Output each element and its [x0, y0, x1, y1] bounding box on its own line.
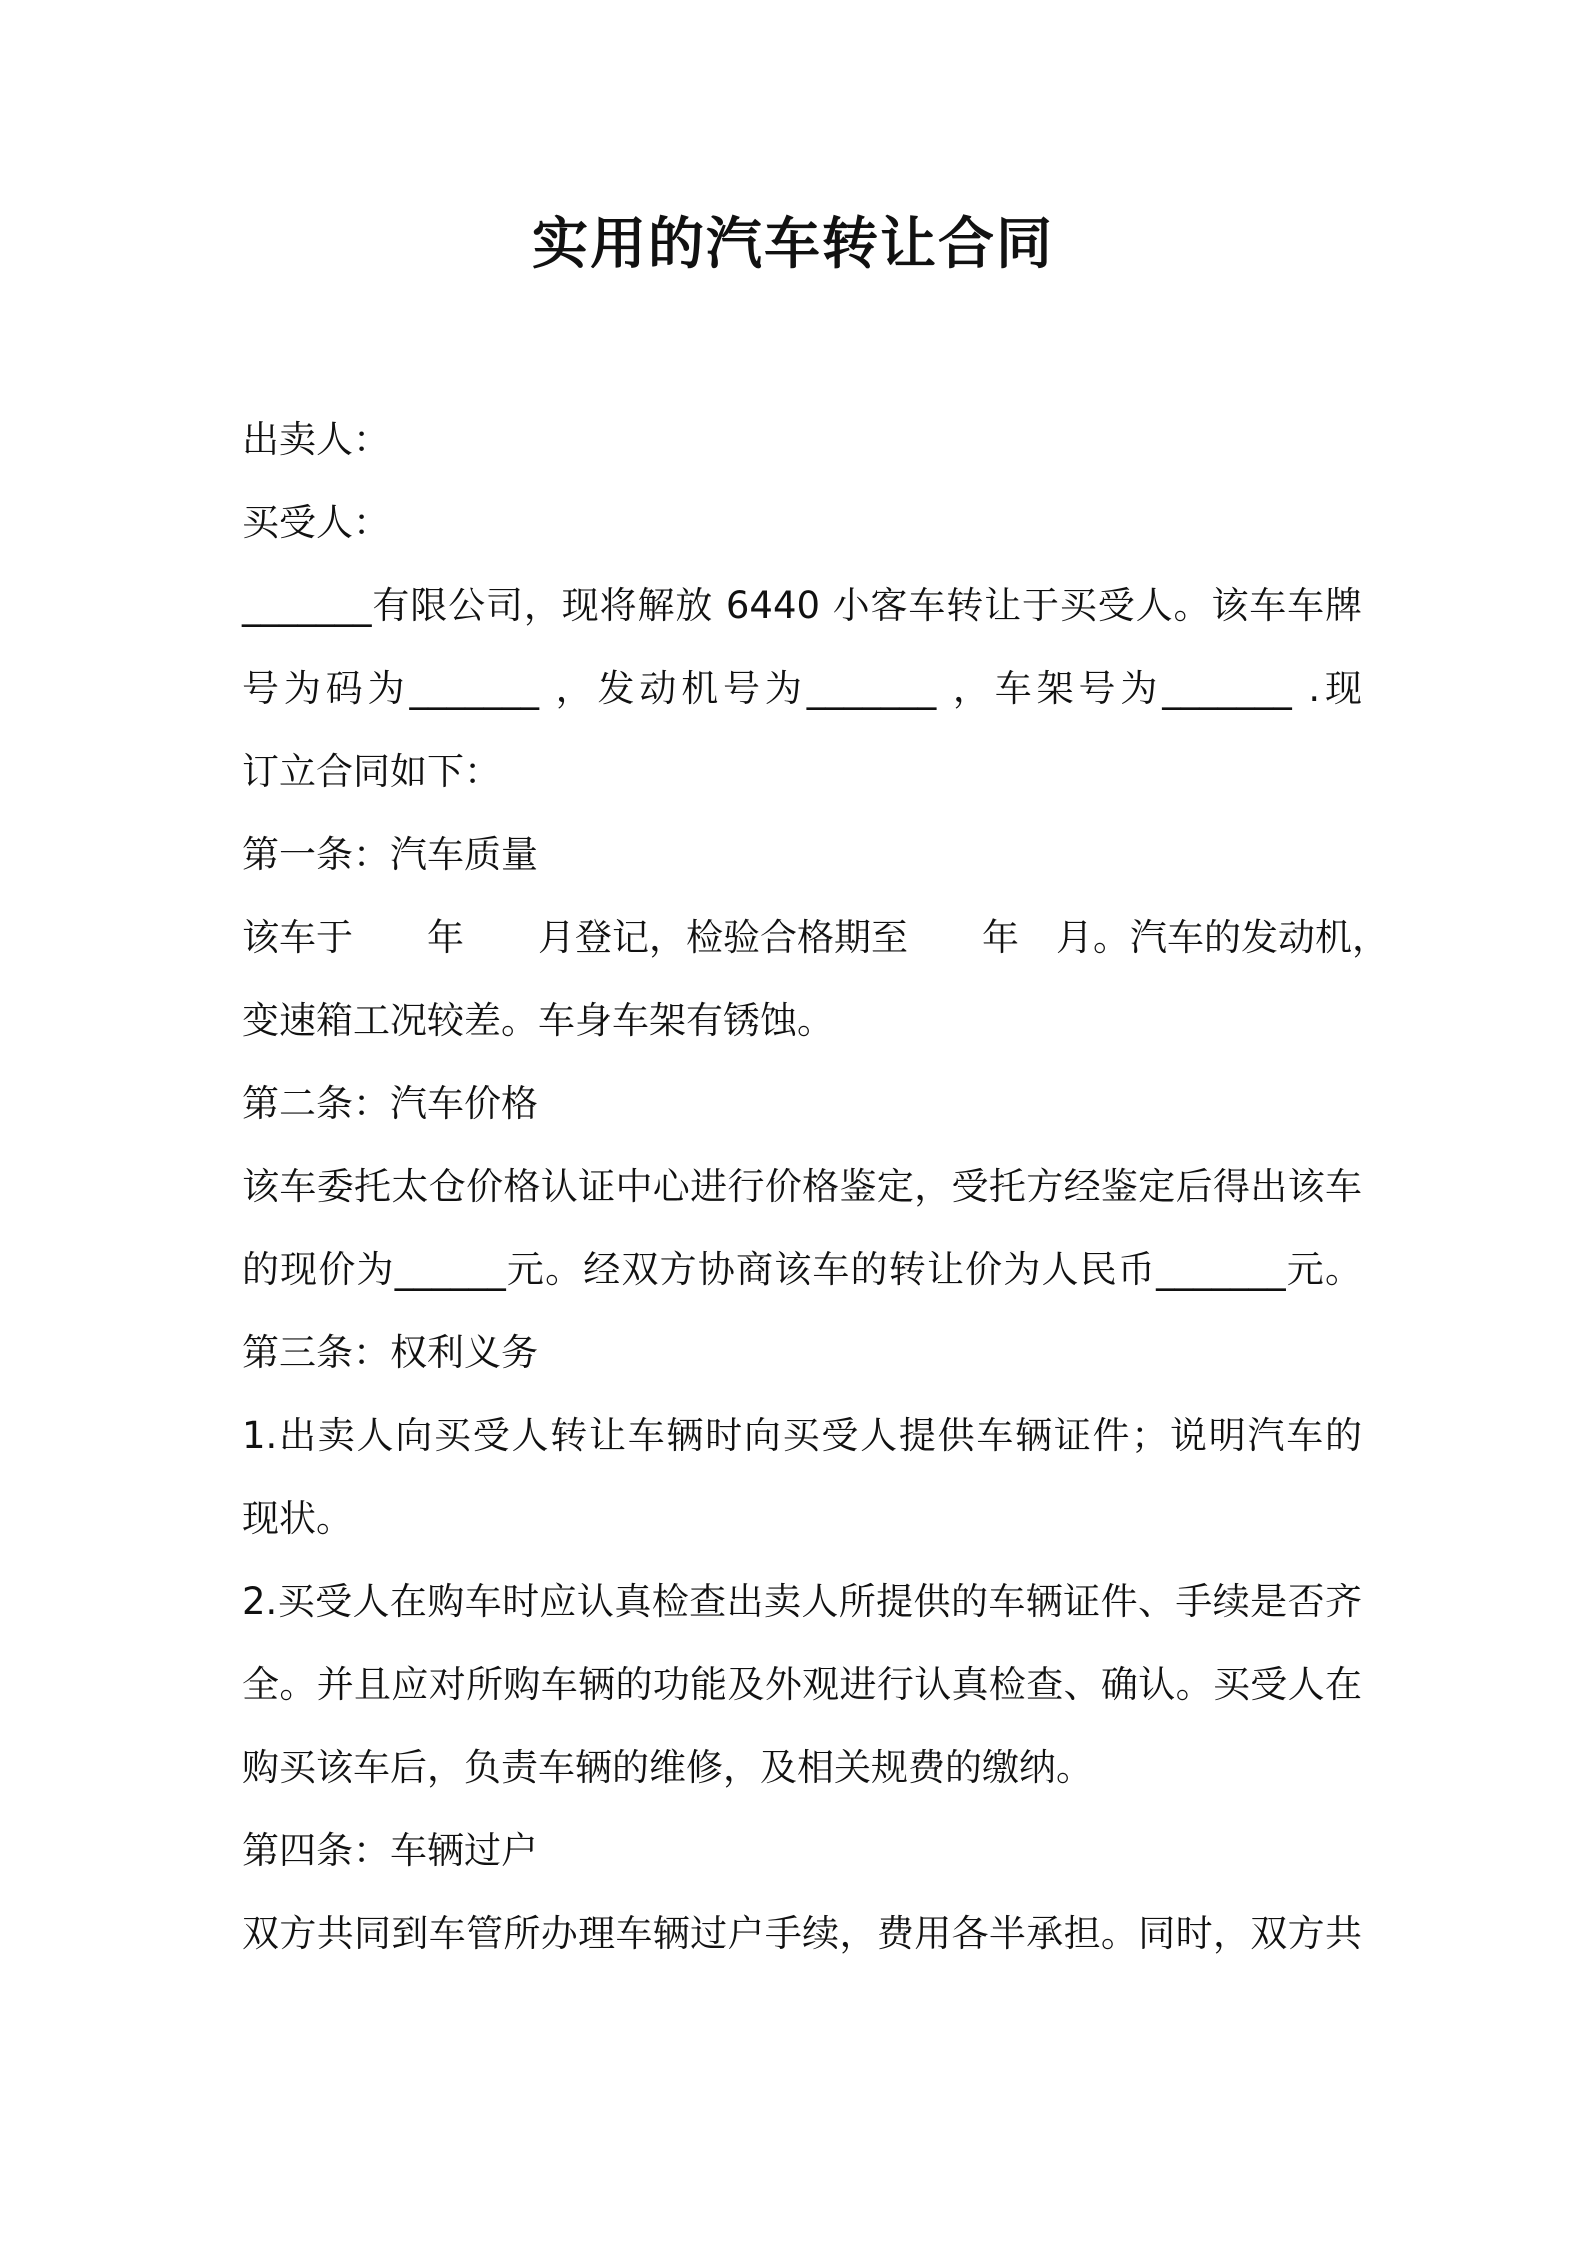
article-4-heading: 第四条：车辆过户	[242, 1829, 538, 1872]
article-3-item-2-line-2: 全。并且应对所购车辆的功能及外观进行认真检查、确认。买受人在	[242, 1663, 1362, 1706]
intro-line-1: _______有限公司，现将解放 6440 小客车转让于买受人。该车车牌	[242, 584, 1362, 627]
seller-line: 出卖人：	[242, 418, 390, 461]
buyer-line: 买受人：	[242, 501, 390, 544]
article-1-heading: 第一条：汽车质量	[242, 833, 538, 876]
article-1-line-2: 变速箱工况较差。车身车架有锈蚀。	[242, 999, 834, 1042]
article-2-line-1: 该车委托太仓价格认证中心进行价格鉴定，受托方经鉴定后得出该车	[242, 1165, 1362, 1208]
article-2-line-2: 的现价为______元。经双方协商该车的转让价为人民币_______元。	[242, 1248, 1362, 1291]
article-3-heading: 第三条：权利义务	[242, 1331, 538, 1374]
article-2-heading: 第二条：汽车价格	[242, 1082, 538, 1125]
article-3-item-2-line-3: 购买该车后，负责车辆的维修，及相关规费的缴纳。	[242, 1746, 1093, 1789]
article-3-item-1-line-2: 现状。	[242, 1497, 353, 1540]
document-title: 实用的汽车转让合同	[532, 212, 1054, 277]
article-4-line-1: 双方共同到车管所办理车辆过户手续，费用各半承担。同时，双方共	[242, 1912, 1362, 1955]
document-body	[242, 398, 1389, 1975]
article-3-item-1-line-1: 1.出卖人向买受人转让车辆时向买受人提供车辆证件；说明汽车的	[242, 1414, 1362, 1457]
intro-line-3: 订立合同如下：	[242, 750, 501, 793]
article-1-line-1: 该车于 年 月登记，检验合格期至 年 月。汽车的发动机，	[242, 916, 1389, 959]
intro-line-2: 号为码为_______ ，发动机号为_______ ，车架号为_______ .现	[242, 667, 1362, 710]
article-3-item-2-line-1: 2.买受人在购车时应认真检查出卖人所提供的车辆证件、手续是否齐	[242, 1580, 1362, 1623]
